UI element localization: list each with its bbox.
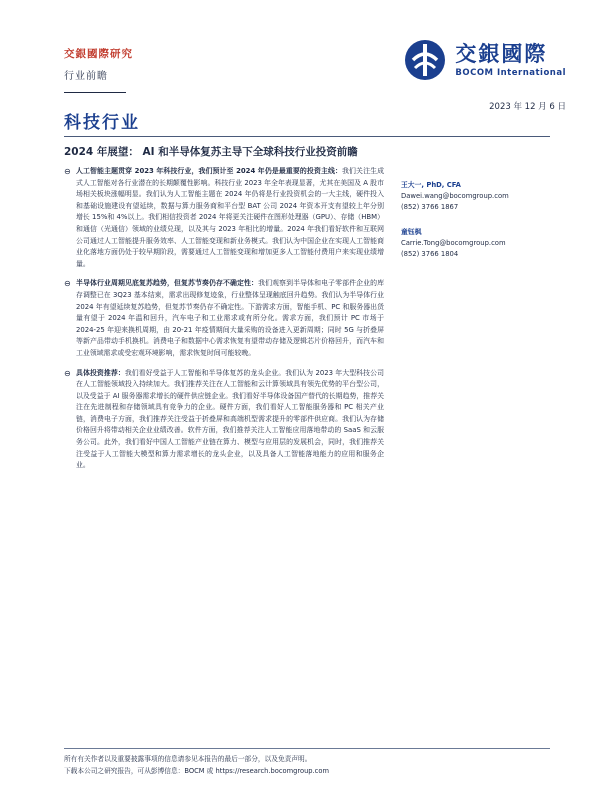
- paragraph-body: 我们关注生成式人工智能对各行业潜在的长期颠覆性影响。科技行业 2023 年全年表现显著，尤其在美国及 A 股市场相关板块涨幅明显。我们认为人工智能主题在 2024 年仍将是行业投资机会的一大主线，硬件投入和基础设施建设有望延续，数据与算力服务商和平台型 BAT 公司 2024 年资本开支有望较上年分别增长 15%和 4%以上。我们相信投资者 2024 年将更关注硬件在图形处理器（GPU）、存储（HBM）和通信（光通信）领域的业绩兑现，以及其与 2023 年相比的增量。2024 年我们看好软件和互联网公司通过人工智能提升服务效率、人工智能变现和新业务模式。我们认为中国企业在实现人工智能商业化落地方面仍处于较早期阶段，需要通过人工智能变现和增加更多人工智能付费用户来实现业绩增量。: [76, 167, 384, 268]
- report-type: 行业前瞻: [64, 71, 108, 82]
- footer-divider: [64, 748, 550, 749]
- paragraph: [64, 278, 384, 359]
- paragraph-lead: 人工智能主题贯穿 2023 年科技行业，我们预计至 2024 年仍是最重要的投资主线：: [76, 167, 343, 175]
- footer-disclosure: 所有有关作者以及重要披露事项的信息请参见本报告的最后一部分，以及免责声明。: [64, 755, 312, 763]
- paragraph-text: [76, 278, 384, 359]
- analyst-name: 王大一, PhD, CFA: [401, 181, 461, 189]
- company-logo: [403, 38, 566, 82]
- bocom-logo-icon: [403, 38, 447, 82]
- paragraph-lead: 半导体行业周期见底复苏趋势，但复苏节奏仍存不确定性：: [76, 279, 259, 288]
- sector-title: 科技行业: [64, 113, 140, 133]
- header-divider: [64, 92, 126, 93]
- analyst-card: [401, 180, 561, 213]
- analyst-name: 童钰枫: [401, 228, 422, 236]
- analyst-email[interactable]: Carrie.Tong@bocomgroup.com: [401, 239, 506, 247]
- analyst-sidebar: [401, 180, 561, 274]
- bullet-icon: ⊖: [64, 279, 71, 289]
- main-body: [64, 166, 384, 480]
- analyst-card: [401, 227, 561, 260]
- paragraph-text: [76, 368, 384, 472]
- paragraph: [64, 368, 384, 472]
- brand-subtitle: 交銀國際研究: [64, 48, 133, 60]
- paragraph-body: 我们观察到半导体和电子零部件企业的库存调整已在 3Q23 基本结束，需求出现修复迹象，行业整体呈现触底回升趋势。我们认为半导体行业 2024 年有望延续复苏趋势，但复苏节奏仍存不确定性。下游需求方面，智能手机、PC 和服务器出货量有望于 2024 年温和回升，汽车电子和工业需求或有所分化。需求方面，我们预计 PC 市场于 2024-25 年迎来换机周期，由 20-21 年疫情期间大量采购的设备进入更新周期；同时 5G 与折叠屏等新产品带动手机换机。消费电子和数据中心需求恢复有望带动存储及逻辑芯片价格回升，而汽车和工业领域需求或受宏观环境影响，需求恢复时间可能较晚。: [76, 279, 385, 357]
- title-divider: [64, 136, 550, 137]
- bullet-icon: ⊖: [64, 167, 71, 176]
- analyst-email[interactable]: Dawei.wang@bocomgroup.com: [401, 192, 509, 200]
- paragraph-lead: 具体投资推荐：: [76, 368, 125, 377]
- paragraph-text: [76, 166, 384, 270]
- footer: [64, 754, 564, 777]
- report-title: 2024 年展望： AI 和半导体复苏主导下全球科技行业投资前瞻: [64, 146, 358, 158]
- header-left: [64, 46, 133, 82]
- footer-download[interactable]: 下载本公司之研究报告，可从彭博信息：BOCM 或 https://research.bocomgroup.com: [64, 766, 329, 775]
- analyst-phone: (852) 3766 1804: [401, 250, 459, 258]
- paragraph: [64, 166, 384, 270]
- bullet-icon: ⊖: [64, 368, 71, 378]
- logo-name-cn: 交銀國際: [455, 42, 548, 66]
- report-date: 2023 年 12 月 6 日: [489, 102, 566, 112]
- logo-name-en: BOCOM International: [455, 68, 566, 78]
- analyst-phone: (852) 3766 1867: [401, 203, 459, 211]
- paragraph-body: 我们看好受益于人工智能和半导体复苏的龙头企业。我们认为 2023 年大型科技公司在人工智能领域投入持续加大。我们推荐关注在人工智能和云计算领域具有领先优势的平台型公司，以及受益于 AI 服务器需求增长的硬件供应链企业。我们看好半导体设备国产替代的长期趋势，推荐关注在先进制程和存储领域具有竞争力的企业。硬件方面，我们看好人工智能服务器和 PC 相关产业链，消费电子方面，我们推荐关注受益于折叠屏和高端机型需求提升的零部件供应商。我们认为存储价格回升将带动相关企业业绩改善。软件方面，我们推荐关注人工智能应用落地带动的 SaaS 和云服务公司。此外，我们看好中国人工智能产业链在算力、模型与应用层的发展机会，同时，我们推荐关注受益于人工智能大模型和算力需求增长的龙头企业，以及具备人工智能落地能力的应用和服务企业。: [76, 368, 384, 470]
